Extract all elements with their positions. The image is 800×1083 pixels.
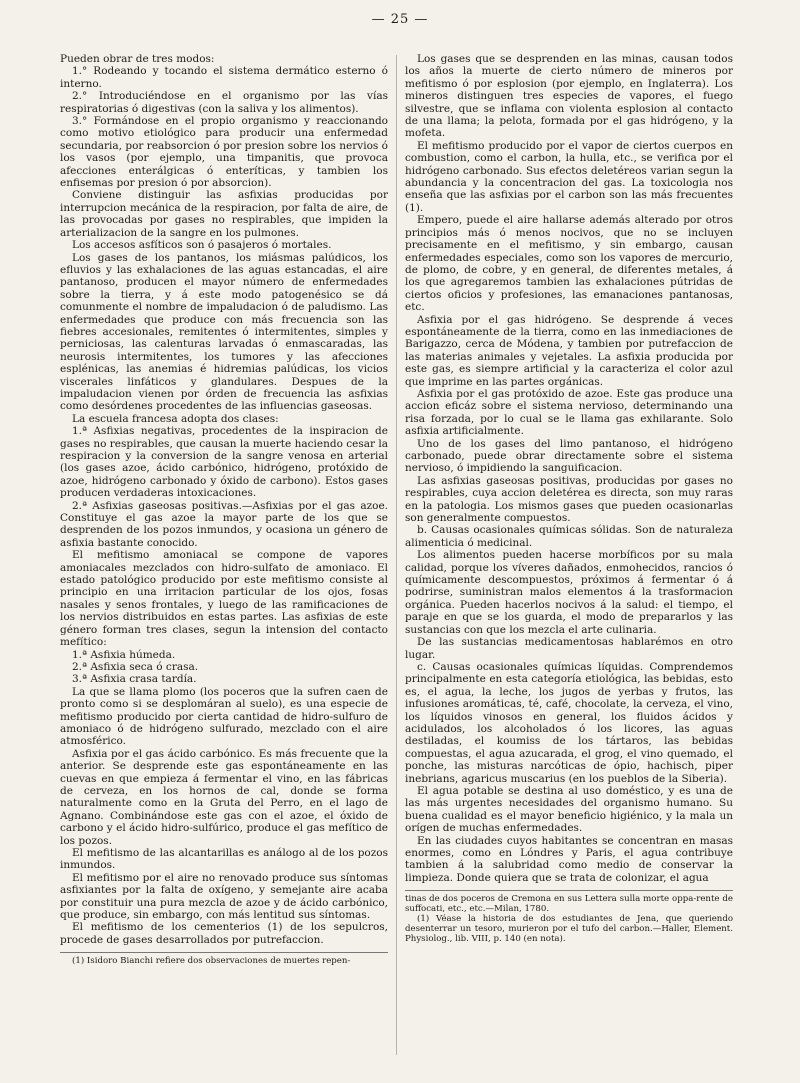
paragraph: El agua potable se destina al uso doméstico, y es una de las más urgentes necesidades del organismo humano. Su buena cualidad es el mayor beneficio higiénico, y la mala un orígen de muchas enfermedades. [405,784,733,835]
paragraph: 3.° Formándose en el propio organismo y reaccionando como motivo etiológico para producir una enfermedad secundaria, por reabsorcion ó por presion sobre los nervios ó los vasos (por ejemplo, una timpanitis, que provoca afecciones enterálgicas ó enteríticas, y tambien los enfisemas por presion ó por absorcion). [60,115,388,190]
paragraph: c. Causas ocasionales químicas líquidas. Comprendemos principalmente en esta categoría etiológica, las bebidas, esto es, el agua, la leche, los jugos de yerbas y frutos, las infusiones aromáticas, té, café, chocolate, la cerveza, el vino, los líquidos vinosos en general, los fluidos ácidos y acidulados, los alcoholados ó los licores, las aguas destiladas, el koumiss de los tártaros, las bebidas compuestas, el agua azucarada, el grog, el vino quemado, el ponche, las misturas narcóticas de ópio, hachisch, piper inebrians, agaricus muscarius (en los pueblos de la Siberia). [405,660,733,785]
paragraph: 1.° Rodeando y tocando el sistema dermático esterno ó interno. [60,65,388,90]
paragraph: La escuela francesa adopta dos clases: [72,412,279,425]
paragraph: Asfixia por el gas protóxido de azoe. Este gas produce una accion eficáz sobre el sistema nervioso, determinando una risa forzada, por lo cual se le llama gas exhilarante. Solo asfixia artificialmente. [405,387,733,438]
paragraph: 1.ª Asfixia húmeda. [72,648,176,661]
paragraph: El mefitismo de los cementerios (1) de los sepulcros, procede de gases desarrollados por putrefaccion. [60,921,388,946]
paragraph: Conviene distinguir las asfixias producidas por interrupcion mecánica de la respiracion, por falta de aire, de las provocadas por gases no respirables, que impiden la arterializacion de la sangre en los pulmones. [60,189,388,239]
paragraph: 3.ª Asfixia crasa tardía. [72,673,197,686]
paragraph: Pueden obrar de tres modos: [60,53,215,65]
paragraph: 2.ª Asfixia seca ó crasa. [72,660,199,673]
paragraph: Los alimentos pueden hacerse morbíficos por su mala calidad, porque los víveres dañados, enmohecidos, rancios ó químicamente descompuestos, próximos á fermentar ó á podrirse, suministran malos elementos á la trasformacion orgánica. Pueden hacerlos nocivos á la salud: el tiempo, el paraje en que se los guarda, el modo de prepararlos y las sustancias con que los mezcla el arte culinaria. [405,549,733,636]
paragraph: 1.ª Asfixias negativas, procedentes de la inspiracion de gases no respirables, que causan la muerte haciendo cesar la respiracion y la conversion de la sangre venosa en arterial (los gases azoe, ácido carbónico, hidrógeno, protóxido de azoe, hidrógeno carbonado y óxido de carbono). Estos gases producen verdaderas intoxicaciones. [60,425,388,500]
left-column [60,53,388,966]
paragraph: 2.ª Asfixias gaseosas positivas.—Asfixias por el gas azoe. Constituye el gas azoe la mayor parte de los que se desprenden de los pozos inmundos, y ocasiona un género de asfixia bastante conocido. [60,499,388,549]
paragraph: b. Causas ocasionales químicas sólidas. Son de naturaleza alimenticia ó medicinal. [405,524,733,549]
paragraph: Asfixia por el gas ácido carbónico. Es más frecuente que la anterior. Se desprende este gas espontáneamente en las cuevas en que empieza á fermentar el vino, en las fábricas de cerveza, en los hornos de cal, donde se forma naturalmente como en la Gruta del Perro, en el lago de Agnano. Combinándose este gas con el azoe, el óxido de carbono y el ácido hidro-sulfúrico, produce el gas mefítico de los pozos. [60,747,388,847]
paragraph: Asfixia por el gas hidrógeno. Se desprende á veces espontáneamente de la tierra, como en las inmediaciones de Barigazzo, cerca de Módena, y tambien por putrefaccion de las materias animales y vejetales. La asfixia producida por este gas, es siempre artificial y la caracteriza el color azul que imprime en las partes orgánicas. [405,313,733,388]
paragraph: Los gases que se desprenden en las minas, causan todos los años la muerte de cierto número de mineros por mefitismo ó por esplosion (por ejemplo, en Inglaterra). Los mineros distinguen tres especies de vapores, el fuego silvestre, que se inflama con violenta esplosion al contacto de una llama; la pelota, formada por el gas hidrógeno, y la mofeta. [405,53,733,140]
right-column [405,53,733,944]
column-divider [396,55,397,1055]
paragraph: Las asfixias gaseosas positivas, producidas por gases no respirables, cuya accion deletérea es directa, son muy raras en la patologia. Los mismos gases que pueden ocasionarlas son generalmente compuestos. [405,474,733,525]
paragraph: Los gases de los pantanos, los miásmas palúdicos, los efluvios y las exhalaciones de las aguas estancadas, el aire pantanoso, producen el mayor número de enfermedades sobre la tierra, y á este modo patogenésico se dá comunmente el nombre de impaludacion ó de paludismo. Las enfermedades que produce con más frecuencia son las fiebres accesionales, remitentes ó intermitentes, simples y perniciosas, las calenturas larvadas ó enmascaradas, las neurosis intermitentes, los tumores y las afecciones esplénicas, las anemias é hidremias palúdicas, los vicios viscerales linfáticos y glandulares. Despues de la impaludacion vienen por órden de frecuencia las asfixias como desórdenes procedentes de las influencias gaseosas. [60,251,388,413]
paragraph: El mefitismo producido por el vapor de ciertos cuerpos en combustion, como el carbon, la hulla, etc., se verifica por el hidrógeno carbonado. Sus efectos deletéreos varian segun la abundancia y la concentracion del gas. La toxicologia nos enseña que las asfixias por el carbon son las más frecuentes (1). [405,139,733,214]
footnote-rule [405,890,733,891]
paragraph: 2.° Introduciéndose en el organismo por las vías respiratorias ó digestivas (con la saliva y los alimentos). [60,90,388,115]
paragraph: El mefitismo por el aire no renovado produce sus síntomas asfixiantes por la falta de oxígeno, y semejante aire acaba por constituir una pura mezcla de azoe y de ácido carbónico, que produce, sin embargo, con más lentitud sus síntomas. [60,871,388,922]
paragraph: Uno de los gases del limo pantanoso, el hidrógeno carbonado, puede obrar directamente sobre el sistema nervioso, ó impidiendo la sanguificacion. [405,437,733,475]
footnote-rule [60,952,388,953]
paragraph: El mefitismo de las alcantarillas es análogo al de los pozos inmundos. [60,847,388,872]
paragraph: Los accesos asfíticos son ó pasajeros ó mortales. [72,239,332,252]
paragraph: De las sustancias medicamentosas hablarémos en otro lugar. [405,636,733,661]
footnote: tinas de dos poceros de Cremona en sus Lettera sulla morte oppa-rente de suffocati, etc., etc.—Milan, 1780. [405,894,733,915]
paragraph: El mefitismo amoniacal se compone de vapores amoniacales mezclados con hidro-sulfato de amoniaco. El estado patológico producido por este mefitismo consiste al principio en una irritacion particular de los ojos, fosas nasales y senos frontales, y luego de las ramificaciones de los nervios distribuidos en estas partes. Las asfixias de este género forman tres clases, segun la intension del contacto mefítico: [60,549,388,649]
paragraph: En las ciudades cuyos habitantes se concentran en masas enormes, como en Lóndres y Paris, el agua contribuye tambien á la salubridad como medio de conservar la limpieza. Donde quiera que se trata de colonizar, el agua [405,834,733,884]
paragraph: Empero, puede el aire hallarse además alterado por otros principios más ó menos nocivos, que no se incluyen precisamente en el mefitismo, y sin embargo, causan enfermedades especiales, como son los vapores de mercurio, de plomo, de cobre, y en general, de diferentes metales, á los que agregaremos tambien las exhalaciones pútridas de ciertos oficios y profesiones, las emanaciones pantanosas, etc. [405,214,733,314]
footnote: (1) Véase la historia de dos estudiantes de Jena, que queriendo desenterrar un tesoro, murieron por el tufo del carbon.—Haller, Element. Physiolog., lib. VIII, p. 140 (en nota). [405,914,733,945]
page-number: — 25 — [371,12,429,27]
paragraph: La que se llama plomo (los poceros que la sufren caen de pronto como si se desplomáran al suelo), es una especie de mefitismo producido por cierta cantidad de hidro-sulfuro de amoniaco ó de hidrógeno sulfurado, mezclado con el aire atmosférico. [60,685,388,748]
footnote: (1) Isidoro Bianchi refiere dos observaciones de muertes repen- [72,956,351,967]
